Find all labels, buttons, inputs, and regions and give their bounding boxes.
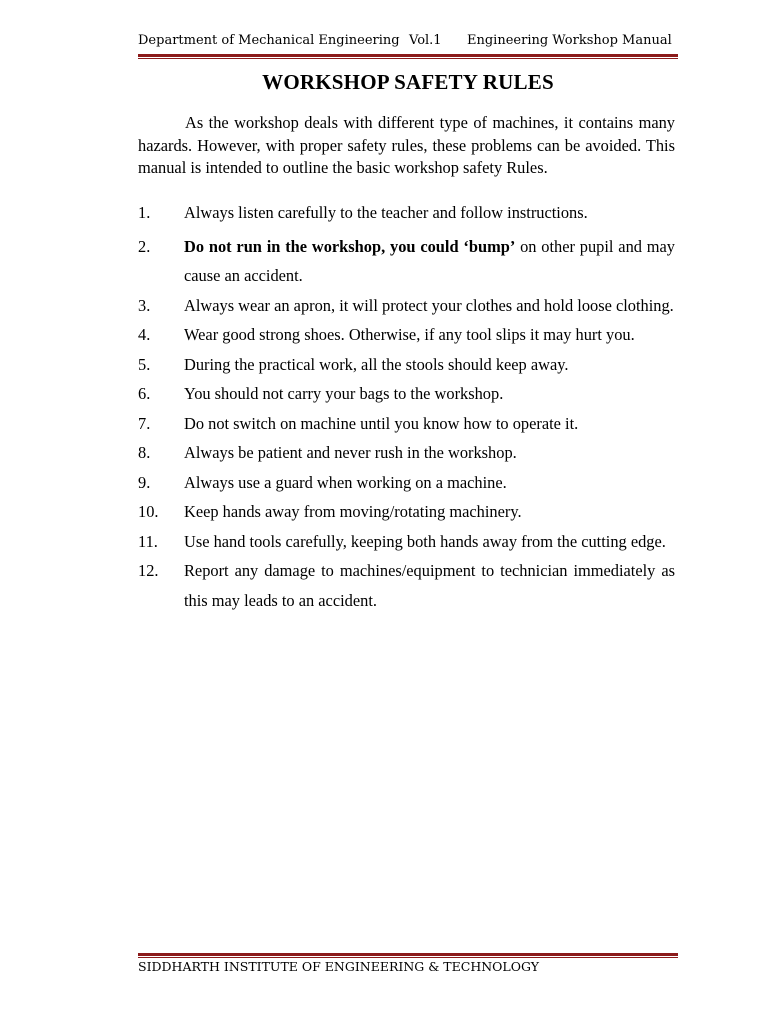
rule-number: 12. [138, 561, 159, 580]
rule-item-7 [138, 409, 675, 439]
rule-number: 5. [138, 354, 151, 374]
rule-number: 9. [138, 472, 151, 492]
footer-rule [138, 953, 678, 958]
rule-text: Keep hands away from moving/rotating machinery. [184, 502, 522, 521]
rule-number: 3. [138, 295, 151, 315]
rule-item-1 [138, 202, 675, 224]
rule-number: 7. [138, 413, 151, 433]
rule-item-4 [138, 320, 675, 350]
rule-text: Wear good strong shoes. Otherwise, if any tool slips it may hurt you. [184, 325, 635, 344]
rule-text: Do not switch on machine until you know how to operate it. [184, 413, 579, 433]
rule-text: Always use a guard when working on a machine. [184, 472, 507, 492]
rule-text: Report any damage to machines/equipment to technician immediately as this may leads to an accident. [184, 561, 675, 610]
rule-item-12 [138, 556, 675, 615]
header-department: Department of Mechanical Engineering [138, 33, 400, 48]
rule-text: Always be patient and never rush in the workshop. [184, 443, 517, 462]
rule-item-6 [138, 379, 675, 409]
header-rule [138, 54, 678, 59]
rule-item-10 [138, 497, 675, 527]
rule-text: Always listen carefully to the teacher and follow instructions. [184, 203, 588, 222]
intro-paragraph: As the workshop deals with different type of machines, it contains many hazards. However, with proper safety rules, these problems can be avoided. This manual is intended to outline the basic workshop safety Rules. [138, 113, 675, 177]
rule-number: 6. [138, 384, 151, 403]
rule-text: You should not carry your bags to the workshop. [184, 384, 504, 403]
page-title: WORKSHOP SAFETY RULES [262, 70, 554, 94]
rule-number: 10. [138, 502, 159, 521]
page-footer: SIDDHARTH INSTITUTE OF ENGINEERING & TECHNOLOGY [138, 959, 539, 974]
rule-item-3 [138, 291, 675, 321]
rule-item-8 [138, 438, 675, 468]
rule-bold-text: Do not run in the workshop, you could ‘bump’ [184, 236, 516, 256]
rule-item-5 [138, 350, 675, 380]
rule-number: 4. [138, 325, 151, 344]
rule-item-2 [138, 232, 675, 291]
header-manual-title: Engineering Workshop Manual [467, 33, 672, 48]
header-volume: Vol.1 [409, 33, 442, 48]
rule-number: 1. [138, 203, 151, 222]
rule-text: on other pupil and may cause an accident. [184, 236, 675, 285]
rule-item-11 [138, 527, 675, 557]
rule-text: During the practical work, all the stools should keep away. [184, 354, 569, 374]
rule-number: 2. [138, 236, 151, 256]
rule-text: Use hand tools carefully, keeping both hands away from the cutting edge. [184, 531, 666, 551]
rule-text: Always wear an apron, it will protect your clothes and hold loose clothing. [184, 295, 674, 315]
rule-item-9 [138, 468, 675, 498]
rule-number: 8. [138, 443, 151, 462]
page-header [138, 33, 678, 53]
rule-number: 11. [138, 531, 158, 551]
safety-rules-list [138, 202, 675, 615]
